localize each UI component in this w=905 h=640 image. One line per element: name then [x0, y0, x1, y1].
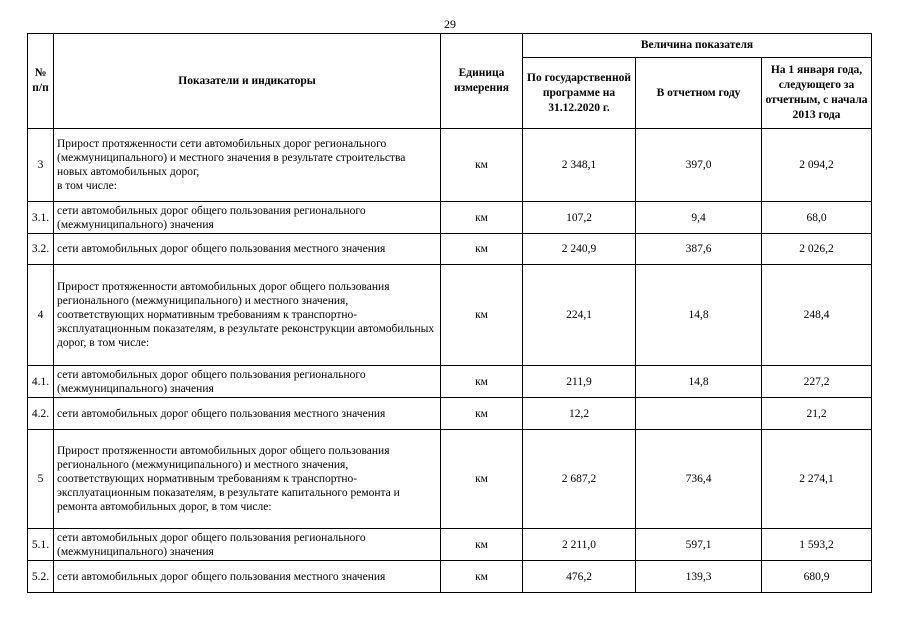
header-value-group: Величина показателя	[523, 34, 872, 58]
row-jan-value: 68,0	[762, 202, 872, 234]
row-jan-value: 2 274,1	[762, 430, 872, 529]
header-program: По государственной программе на 31.12.2020 г.	[523, 58, 636, 129]
row-program-value: 224,1	[523, 265, 636, 366]
table-row	[28, 129, 872, 202]
row-report-value: 14,8	[636, 366, 762, 398]
row-report-value	[636, 398, 762, 430]
row-unit: км	[441, 398, 523, 430]
page-number: 29	[444, 17, 456, 31]
row-program-value: 2 348,1	[523, 129, 636, 202]
row-description: сети автомобильных дорог общего пользования регионального (межмуниципального) значения	[54, 202, 441, 234]
table-row	[28, 430, 872, 529]
row-description: Прирост протяженности автомобильных дорог общего пользования регионального (межмуниципального) и местного значения, соответствующих нормативным требованиям к транспортно-эксплуатационным показателям, в результате капитального ремонта и ремонта автомобильных дорог, в том числе:	[54, 430, 441, 529]
row-program-value: 12,2	[523, 398, 636, 430]
row-program-value: 211,9	[523, 366, 636, 398]
row-jan-value: 2 026,2	[762, 234, 872, 265]
row-number: 3.2.	[28, 234, 54, 265]
row-report-value: 9,4	[636, 202, 762, 234]
table-row	[28, 265, 872, 366]
table-row	[28, 366, 872, 398]
row-description: сети автомобильных дорог общего пользования местного значения	[54, 398, 441, 430]
table-row	[28, 398, 872, 430]
header-indicators: Показатели и индикаторы	[54, 34, 441, 129]
row-description: сети автомобильных дорог общего пользования регионального (межмуниципального) значения	[54, 529, 441, 561]
row-number: 3.1.	[28, 202, 54, 234]
row-unit: км	[441, 561, 523, 593]
table-row	[28, 561, 872, 593]
row-jan-value: 680,9	[762, 561, 872, 593]
table-row	[28, 202, 872, 234]
row-jan-value: 1 593,2	[762, 529, 872, 561]
row-number: 5.1.	[28, 529, 54, 561]
header-num: № п/п	[28, 34, 54, 129]
indicators-table	[27, 33, 872, 593]
row-unit: км	[441, 265, 523, 366]
row-program-value: 107,2	[523, 202, 636, 234]
row-description: сети автомобильных дорог общего пользования местного значения	[54, 561, 441, 593]
row-description: сети автомобильных дорог общего пользования регионального (межмуниципального) значения	[54, 366, 441, 398]
row-program-value: 476,2	[523, 561, 636, 593]
row-report-value: 736,4	[636, 430, 762, 529]
header-report: В отчетном году	[636, 58, 762, 129]
table-row	[28, 234, 872, 265]
row-unit: км	[441, 202, 523, 234]
row-number: 3	[28, 129, 54, 202]
row-report-value: 597,1	[636, 529, 762, 561]
row-jan-value: 248,4	[762, 265, 872, 366]
row-unit: км	[441, 234, 523, 265]
row-number: 4	[28, 265, 54, 366]
row-program-value: 2 240,9	[523, 234, 636, 265]
row-number: 5	[28, 430, 54, 529]
row-unit: км	[441, 529, 523, 561]
header-unit: Единица измерения	[441, 34, 523, 129]
row-report-value: 14,8	[636, 265, 762, 366]
row-report-value: 387,6	[636, 234, 762, 265]
row-unit: км	[441, 129, 523, 202]
row-number: 5.2.	[28, 561, 54, 593]
row-program-value: 2 211,0	[523, 529, 636, 561]
row-unit: км	[441, 366, 523, 398]
row-report-value: 397,0	[636, 129, 762, 202]
row-description: Прирост протяженности сети автомобильных дорог регионального (межмуниципального) и местного значения в результате строительства новых автомобильных дорог, в том числе:	[54, 129, 441, 202]
row-jan-value: 2 094,2	[762, 129, 872, 202]
row-description: сети автомобильных дорог общего пользования местного значения	[54, 234, 441, 265]
row-jan-value: 227,2	[762, 366, 872, 398]
table-row	[28, 529, 872, 561]
header-jan: На 1 января года, следующего за отчетным, с начала 2013 года	[762, 58, 872, 129]
row-report-value: 139,3	[636, 561, 762, 593]
row-number: 4.1.	[28, 366, 54, 398]
row-number: 4.2.	[28, 398, 54, 430]
row-unit: км	[441, 430, 523, 529]
row-jan-value: 21,2	[762, 398, 872, 430]
row-description: Прирост протяженности автомобильных дорог общего пользования регионального (межмуниципального) и местного значения, соответствующих нормативным требованиям к транспортно-эксплуатационным показателям, в результате реконструкции автомобильных дорог, в том числе:	[54, 265, 441, 366]
row-program-value: 2 687,2	[523, 430, 636, 529]
